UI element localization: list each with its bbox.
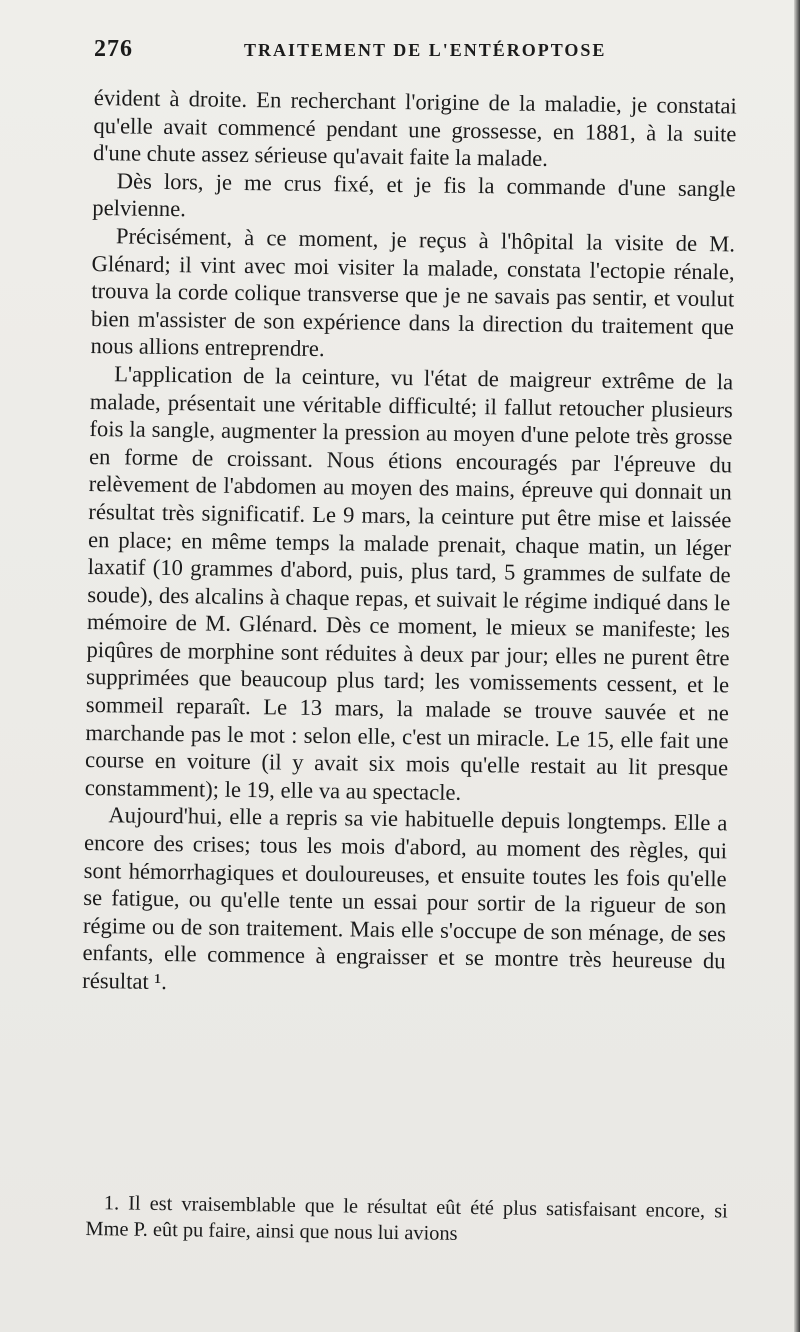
paragraph-3: Précisément, à ce moment, je reçus à l'hôpital la visite de M. Glénard; il vint avec moi visiter la malade, constata l'ectopie rénale, trouva la corde colique transverse que je ne savais pas sentir, et voulut bien m'assister de son expérience dans la direction du traitement que nous allions entreprendre. [90,223,736,362]
body-text [82,84,737,1003]
paragraph-2: Dès lors, je me crus fixé, et je fis la commande d'une sangle pelvienne. [92,168,736,222]
footnote [85,1190,728,1250]
paragraph-1: évident à droite. En recherchant l'origine de la maladie, je constatai qu'elle avait commencé pendant une grossesse, en 1881, à la suite d'une chute assez sérieuse qu'avait faite la malade. [92,84,737,172]
running-title: TRAITEMENT DE L'ENTÉROPTOSE [244,40,607,60]
footnote-text: 1. Il est vraisemblable que le résultat eût été plus satisfaisant encore, si Mme P. eût pu faire, ainsi que nous lui avions [85,1192,728,1245]
paragraph-4: L'application de la ceinture, vu l'état de maigreur extrême de la malade, présentait une véritable difficulté; il fallut retoucher plusieurs fois la sangle, augmenter la pression au moyen d'une pelote très grosse en forme de croissant. Nous étions encouragés par l'épreuve du relèvement de l'abdomen au moyen des mains, épreuve qui donnait un résultat très significatif. Le 9 mars, la ceinture put être mise et laissée en place; en même temps la malade prenait, chaque matin, un léger laxatif (10 grammes d'abord, puis, plus tard, 5 grammes de sulfate de soude), des alcalins à chaque repas, et suivait le régime indiqué dans le mémoire de M. Glénard. Dès ce moment, le mieux se manifeste; les piqûres de morphine sont réduites à deux par jour; elles ne purent être supprimées que beaucoup plus tard; les vomissements cessent, et le sommeil reparaît. Le 13 mars, la malade se trouve sauvée et ne marchande pas le mot : selon elle, c'est un miracle. Le 15, elle fait une course en voiture (il y avait six mois qu'elle restait au lit presque constamment); le 19, elle va au spectacle. [84,361,734,805]
page-edge-shadow [794,0,800,1332]
page-header [94,36,714,68]
page-number: 276 [94,36,133,62]
paragraph-5: Aujourd'hui, elle a repris sa vie habituelle depuis longtemps. Elle a encore des crises; tous les mois d'abord, au moment des règles, qui sont hémorrhagiques et douloureuses, et ensuite toutes les fois qu'elle se fatigue, ou qu'elle tente un essai pour sortir de la rigueur de son régime ou de son traitement. Mais elle s'occupe de son ménage, de ses enfants, elle commence à engraisser et se montre très heureuse du résultat ¹. [82,802,728,995]
